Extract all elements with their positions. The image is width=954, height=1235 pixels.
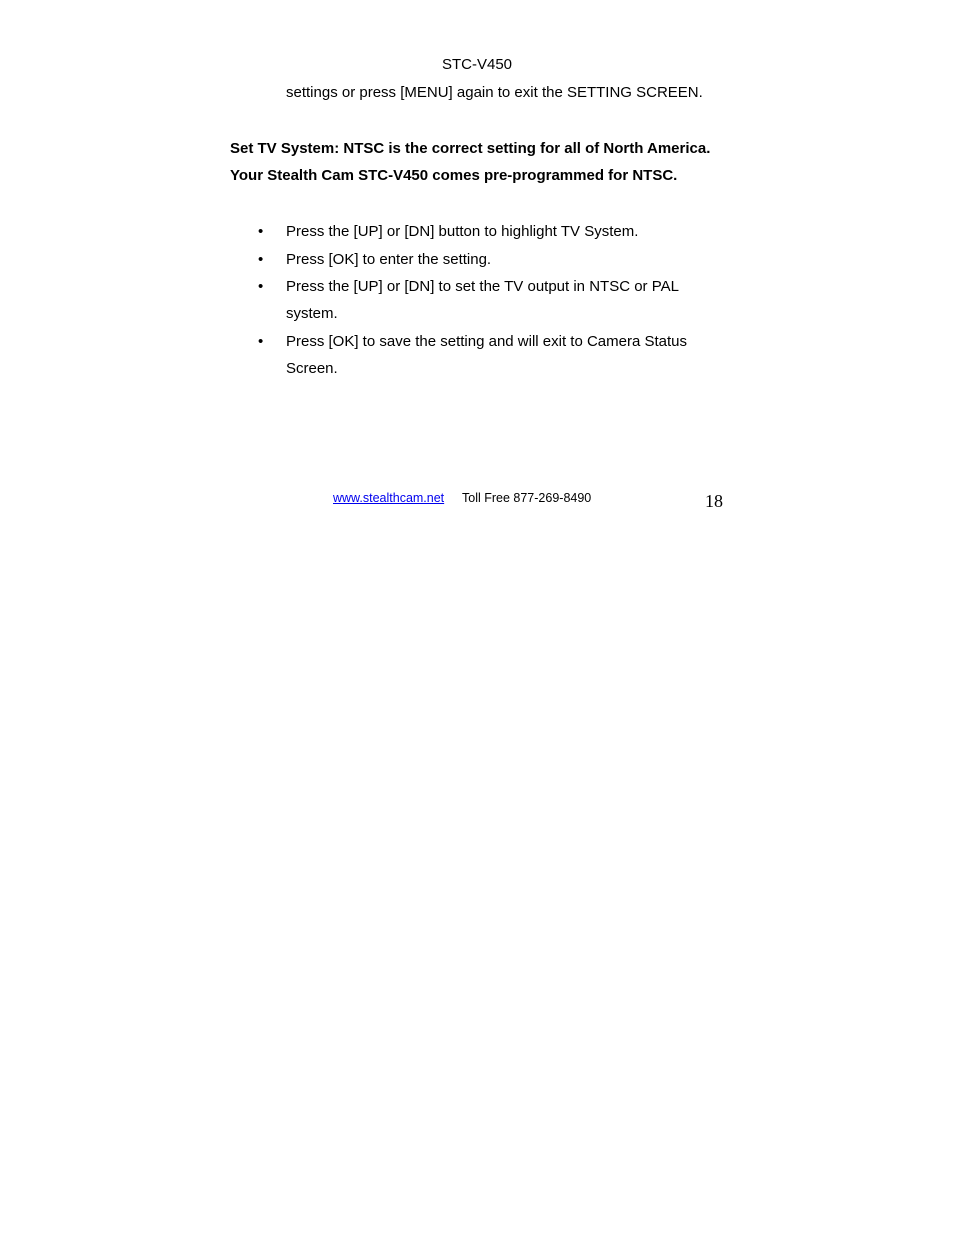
instruction-list (230, 218, 720, 383)
list-item (230, 218, 720, 245)
bullet-icon: • (258, 333, 264, 351)
list-item-text: Press the [UP] or [DN] button to highlight TV System. (286, 223, 639, 240)
continuation-text: settings or press [MENU] again to exit the SETTING SCREEN. (286, 84, 703, 101)
list-item (230, 246, 720, 273)
bullet-icon: • (258, 250, 264, 268)
list-item-text: Press [OK] to save the setting and will exit to Camera Status Screen. (286, 333, 688, 378)
website-link[interactable]: www.stealthcam.net (333, 491, 445, 505)
bullet-icon: • (258, 278, 264, 296)
list-item (230, 273, 720, 328)
page-number: 18 (705, 491, 723, 511)
section-heading: Set TV System: NTSC is the correct setting for all of North America. Your Stealth Cam STC-V450 comes pre-programmed for NTSC. (230, 140, 711, 184)
bullet-icon: • (258, 223, 264, 240)
list-item-text: Press the [UP] or [DN] to set the TV output in NTSC or PAL system. (286, 278, 679, 323)
list-item (230, 328, 720, 383)
page-header-title: STC-V450 (441, 56, 513, 73)
toll-free-phone: Toll Free 877-269-8490 (462, 491, 592, 505)
list-item-text: Press [OK] to enter the setting. (286, 250, 492, 268)
